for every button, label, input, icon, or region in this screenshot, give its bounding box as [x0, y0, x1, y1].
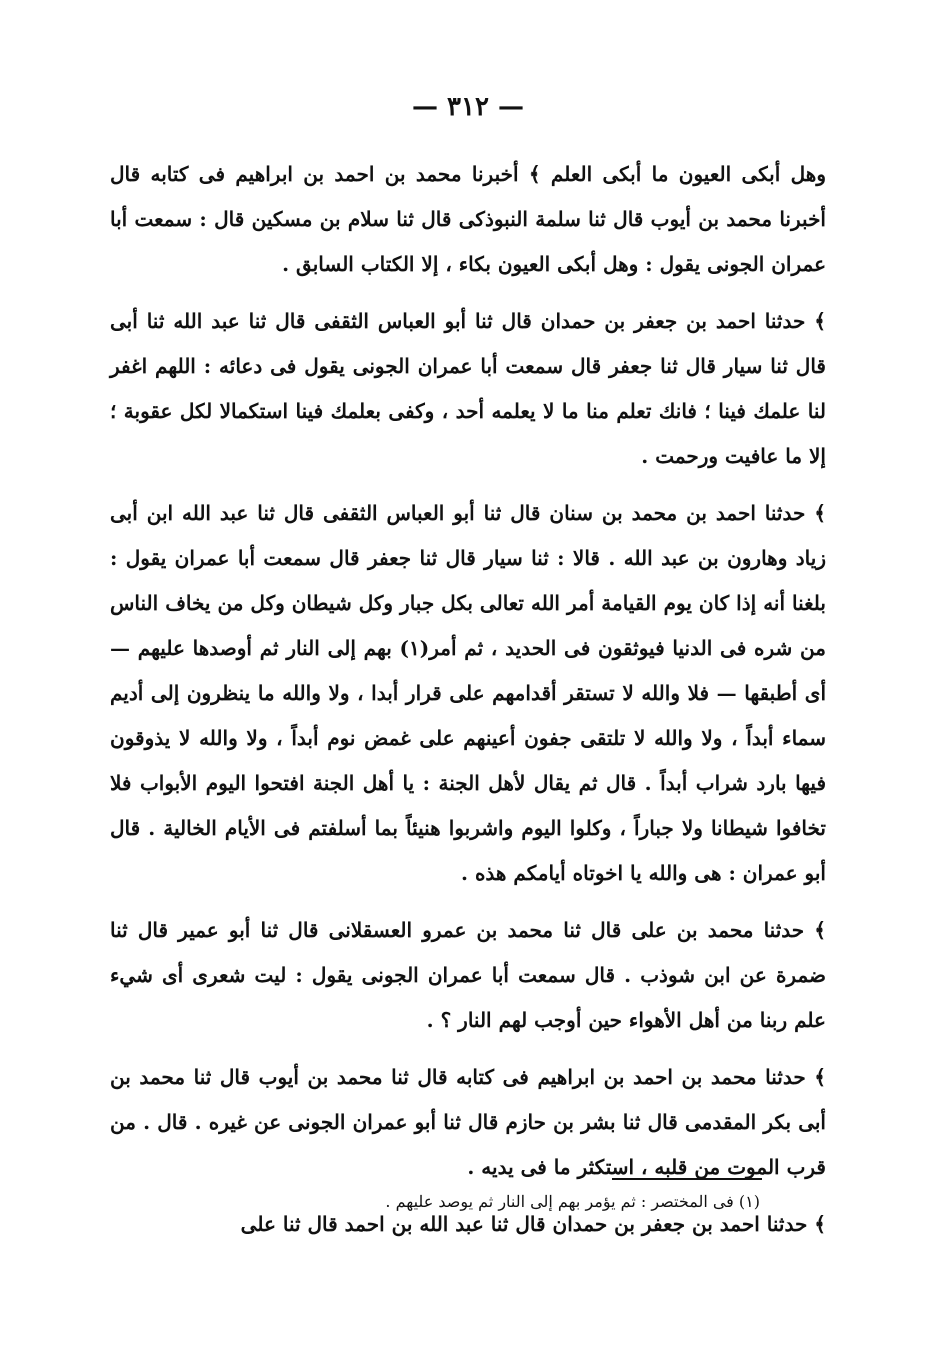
paragraph-5: ﴾ حدثنا محمد بن احمد بن ابراهيم فى كتابه قال ثنا محمد بن أيوب قال ثنا محمد بن أبى بكر المقدمى قال ثنا بشر بن حازم قال ثنا أبو عمران الجونى عن غيره . قال . من قرب الموت من قلبه ، استكثر ما فى يديه .: [110, 1065, 826, 1179]
paragraph-2: ﴾ حدثنا احمد بن جعفر بن حمدان قال ثنا أبو العباس الثقفى قال ثنا عبد الله ثنا أبى قال ثنا سيار قال ثنا جعفر قال سمعت أبا عمران الجونى يقول فى دعائه : اللهم اغفر لنا علمك فينا ؛ فانك تعلم منا ما لا يعلمه أحد ، وكفى بعلمك فينا استكمالا لكل عقوبة ؛ إلا ما عافيت ورحمت .: [110, 309, 826, 468]
footnote: (١) فى المختصر : ثم يؤمر بهم إلى النار ثم يوصد عليهم .: [385, 1192, 760, 1211]
paragraph-3: ﴾ حدثنا احمد بن محمد بن سنان قال ثنا أبو العباس الثقفى قال ثنا عبد الله ابن أبى زياد وهارون بن عبد الله . قالا : ثنا سيار قال ثنا جعفر قال سمعت أبا عمران يقول : بلغنا أنه إذا كان يوم القيامة أمر الله تعالى بكل جبار وكل شيطان وكل من يخاف الناس من شره فى الدنيا فيوثقون فى الحديد ، ثم أمر(١) بهم إلى النار ثم أوصدها عليهم — أى أطبقها — فلا والله لا تستقر أقدامهم على قرار أبدا ، ولا والله ما ينظرون إلى أديم سماء أبداً ، ولا والله لا تلتقى جفون أعينهم على غمض نوم أبداً ، ولا والله لا يذوقون فيها بارد شراب أبداً . قال ثم يقال لأهل الجنة : يا أهل الجنة افتحوا اليوم الأبواب فلا تخافوا شيطانا ولا جباراً ، وكلوا اليوم واشربوا هنيئاً بما أسلفتم فى الأيام الخالية . قال أبو عمران : هى والله يا اخوتاه أيامكم هذه .: [110, 501, 827, 885]
page-number: — ٣١٢ —: [411, 92, 525, 122]
paragraph-1: وهل أبكى العيون ما أبكى العلم ﴾ أخبرنا محمد بن احمد بن ابراهيم فى كتابه قال أخبرنا محمد بن أيوب قال ثنا سلمة النبوذكى قال ثنا سلام بن مسكين قال : سمعت أبا عمران الجونى يقول : وهل أبكى العيون بكاء ، إلا الكتاب السابق .: [110, 162, 826, 276]
main-text: [110, 152, 826, 1247]
paragraph-4: ﴾ حدثنا محمد بن على قال ثنا محمد بن عمرو العسقلانى قال ثنا أبو عمير قال ثنا ضمرة عن ابن شوذب . قال سمعت أبا عمران الجونى يقول : ليت شعرى أى شيء علم ربنا من أهل الأهواء حين أوجب لهم النار ؟ .: [110, 918, 826, 1032]
paragraph-6: ﴾ حدثنا احمد بن جعفر بن حمدان قال ثنا عبد الله بن احمد قال ثنا على: [240, 1212, 826, 1236]
footnote-divider: [612, 1178, 762, 1180]
